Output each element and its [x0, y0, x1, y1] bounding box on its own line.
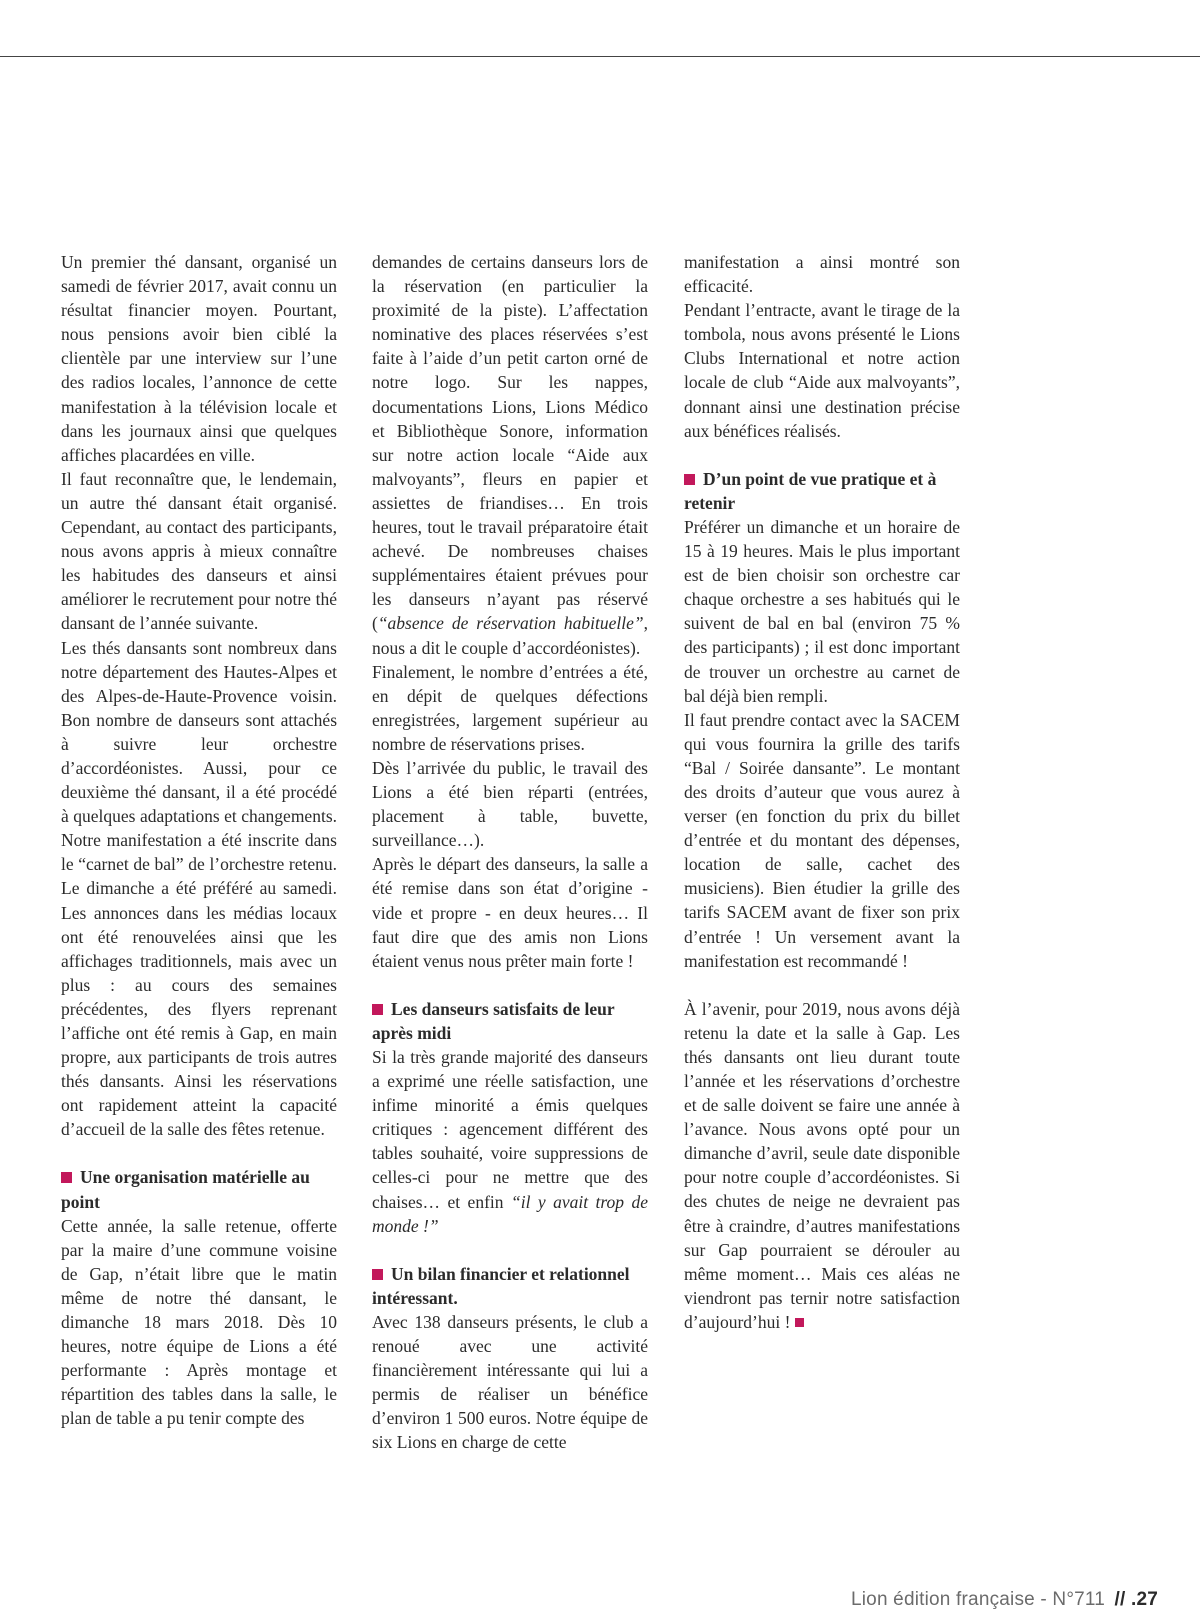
paragraph	[372, 1045, 648, 1238]
article-column-2	[372, 250, 648, 1455]
square-bullet-icon	[684, 474, 695, 485]
quote-italic: “absence de réservation habituelle”	[377, 613, 644, 634]
paragraph-text: Si la très grande majorité des danseurs a exprimé une réelle satisfaction, une infime minorité a émis quelques critiques : agencement différent des tables souhaité, voire suppressions de celles-ci pour ne mettre que des chaises… et enfin	[372, 1047, 648, 1212]
square-bullet-icon	[372, 1269, 383, 1280]
paragraph: Dès l’arrivée du public, le travail des Lions a été bien réparti (entrées, placement à table, buvette, surveillance…).	[372, 757, 648, 851]
paragraph: Préférer un dimanche et un horaire de 15 à 19 heures. Mais le plus important est de bien choisir son orchestre car chaque orchestre a ses habitués qui le suivent de bal en bal (environ 75 % des participants) ; il est donc important de trouver un orchestre au carnet de bal déjà bien rempli.	[684, 516, 960, 706]
section-heading	[372, 997, 648, 1045]
section-heading	[684, 467, 960, 515]
quote-italic: “il y avait trop de monde !”	[372, 1191, 649, 1236]
paragraph: Après le départ des danseurs, la salle a été remise dans son état d’origine - vide et propre - en deux heures… Il faut dire que des amis non Lions étaient venus nous prêter main forte !	[372, 854, 648, 971]
paragraph: manifestation a ainsi montré son efficacité.	[684, 252, 960, 297]
end-mark-icon	[795, 1318, 804, 1327]
paragraph: Un premier thé dansant, organisé un samedi de février 2017, avait connu un résultat financier moyen. Pourtant, nous pensions avoir bien ciblé la clientèle par une interview sur l’une des radios locales, l’annonce de cette manifestation à la télévision locale et dans les journaux ainsi que quelques affiches placardées en ville.	[61, 252, 337, 465]
top-rule	[0, 56, 1200, 57]
section-heading-text: Un bilan financier et relationnel intéressant.	[372, 1263, 630, 1308]
paragraph: Finalement, le nombre d’entrées a été, en dépit de quelques défections enregistrées, largement supérieur au nombre de réservations prises.	[372, 661, 648, 754]
section-heading-text: Les danseurs satisfaits de leur après midi	[372, 998, 615, 1043]
article-column-3	[684, 250, 960, 1334]
article-column-1	[61, 250, 337, 1431]
section-heading-text: D’un point de vue pratique et à retenir	[684, 468, 937, 513]
square-bullet-icon	[372, 1004, 383, 1015]
page-number: .27	[1130, 1589, 1158, 1610]
paragraph: Avec 138 danseurs présents, le club a renoué avec une activité financièrement intéressante qui lui a permis de réaliser un bénéfice d’environ 1 500 euros. Notre équipe de six Lions en charge de cette	[372, 1311, 648, 1453]
paragraph: Les thés dansants sont nombreux dans notre département des Hautes-Alpes et des Alpes-de-Haute-Provence voisin. Bon nombre de danseurs sont attachés à suivre leur orchestre d’accordéonistes. Aussi, pour ce deuxième thé dansant, il a été procédé à quelques adaptations et changements. Notre manifestation a été inscrite dans le “carnet de bal” de l’orchestre retenu. Le dimanche a été préféré au samedi. Les annonces dans les médias locaux ont été renouvelées ainsi que les affichages traditionnels, mais avec un plus : au cours des semaines précédentes, des flyers reprenant l’affiche ont été remis à Gap, en main propre, aux participants de trois autres thés dansants. Ainsi les réservations ont rapidement atteint la capacité d’accueil de la salle des fêtes retenue.	[61, 637, 337, 1140]
square-bullet-icon	[61, 1172, 72, 1183]
section-heading	[372, 1262, 648, 1310]
paragraph: Pendant l’entracte, avant le tirage de la tombola, nous avons présenté le Lions Clubs International et notre action locale de club “Aide aux malvoyants”, donnant ainsi une destination précise aux bénéfices réalisés.	[684, 300, 960, 441]
paragraph: Il faut prendre contact avec la SACEM qui vous fournira la grille des tarifs “Bal / Soirée dansante”. Le montant des droits d’auteur que vous aurez à verser (en fonction du prix du billet d’entrée et du montant des dépenses, location de salle, cachet des musiciens). Bien étudier la grille des tarifs SACEM avant de fixer son prix d’entrée ! Un versement avant la manifestation est recommandé !	[684, 709, 960, 971]
paragraph-spacer	[684, 973, 960, 997]
paragraph	[372, 250, 648, 660]
publication-name: Lion édition française - N°711	[850, 1589, 1106, 1610]
paragraph-text: , nous a dit le couple d’accordéonistes).	[372, 613, 648, 658]
paragraph-text: À l’avenir, pour 2019, nous avons déjà retenu la date et la salle à Gap. Les thés dansants ont lieu durant toute l’année et les réservations d’orchestre et de salle doivent se faire une année à l’avance. Nous avons opté pour un dimanche d’avril, seule date disponible pour notre couple d’accordéonistes. Si des chutes de neige ne devraient pas être à craindre, d’autres manifestations sur Gap pourraient se dérouler au même moment… Mais ces aléas ne viendront pas ternir notre satisfaction d’aujourd’hui !	[684, 998, 960, 1332]
page-footer	[851, 1589, 1158, 1611]
paragraph	[684, 997, 960, 1334]
paragraph: Cette année, la salle retenue, offerte par la maire d’une commune voisine de Gap, n’était libre que le matin même de notre thé dansant, le dimanche 18 mars 2018. Dès 10 heures, notre équipe de Lions a été performante : Après montage et répartition des tables dans la salle, le plan de table a pu tenir compte des	[61, 1215, 337, 1429]
paragraph: Il faut reconnaître que, le lendemain, un autre thé dansant était organisé. Cependant, au contact des participants, nous avons appris à mieux connaître les habitudes des danseurs et ainsi améliorer le recrutement pour notre thé dansant de l’année suivante.	[61, 468, 337, 634]
section-heading	[61, 1165, 337, 1213]
footer-separator: //	[1114, 1589, 1126, 1610]
section-heading-text: Une organisation matérielle au point	[61, 1167, 310, 1212]
paragraph-text: demandes de certains danseurs lors de la réservation (en particulier la proximité de la piste). L’affectation nominative des places réservées s’est faite à l’aide d’un petit carton orné de notre logo. Sur les nappes, documentations Lions, Lions Médico et Bibliothèque Sonore, information sur notre action locale “Aide aux malvoyants”, fleurs en papier et assiettes de friandises… En trois heures, tout le travail préparatoire était achevé. De nombreuses chaises supplémentaires étaient prévues pour les danseurs n’ayant pas réservé (	[372, 252, 648, 634]
